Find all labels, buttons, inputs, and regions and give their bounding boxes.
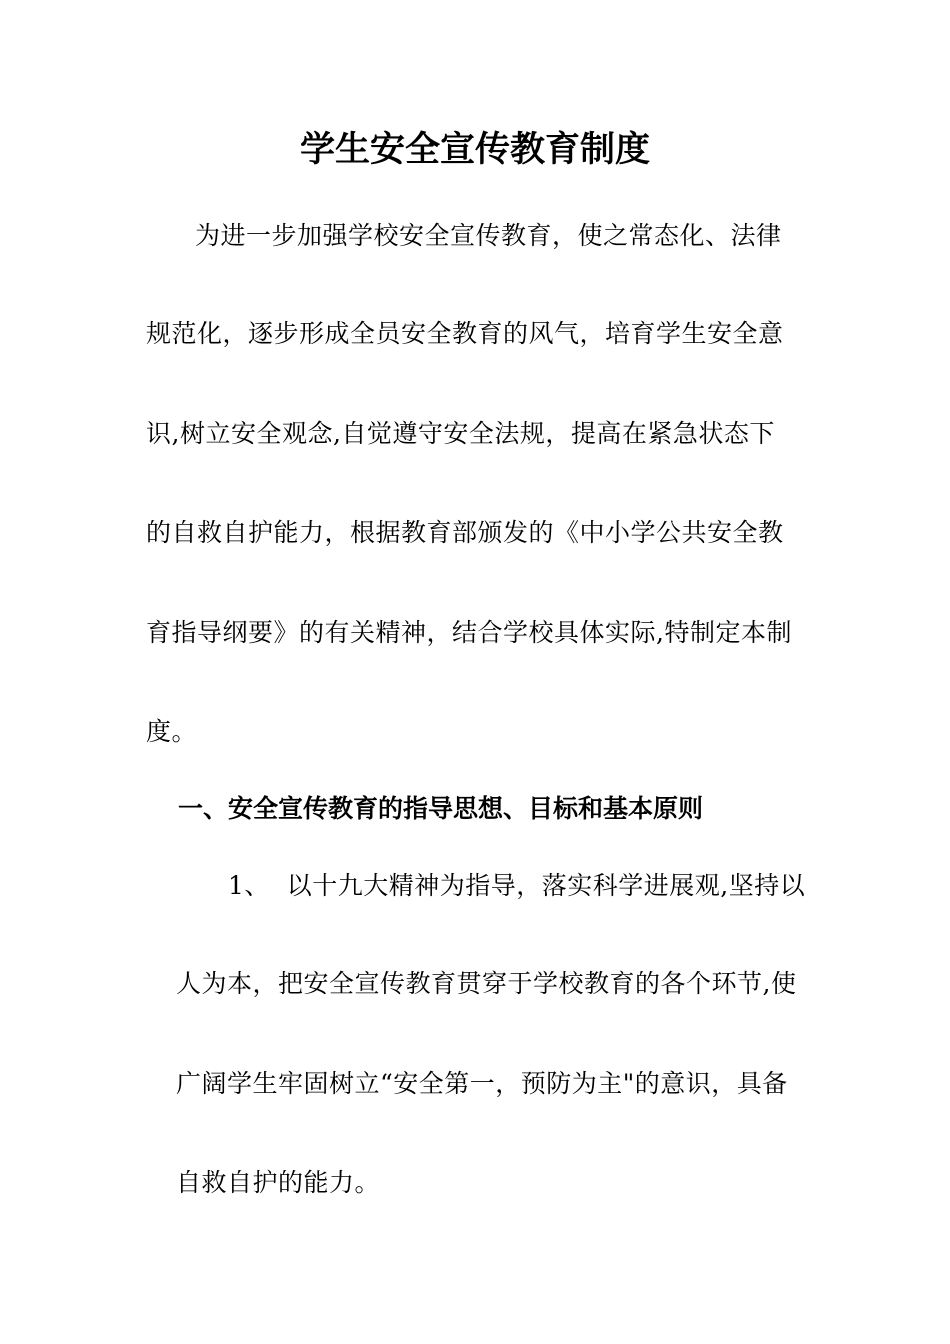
- intro-line-3: 识,树立安全观念,自觉遵守安全法规，提高在紧急状态下: [146, 419, 775, 448]
- intro-line-1: 为进一步加强学校安全宣传教育，使之常态化、法律: [195, 221, 782, 250]
- item1-line-3: 广阔学生牢固树立“安全第一，预防为主"的意识，具备: [176, 1069, 788, 1098]
- intro-line-6: 度。: [146, 717, 198, 746]
- intro-line-5: 育指导纲要》的有关精神，结合学校具体实际,特制定本制: [146, 618, 792, 647]
- section-heading: 一、安全宣传教育的指导思想、目标和基本原则: [178, 794, 704, 823]
- item1-line-4: 自救自护的能力。: [176, 1168, 381, 1197]
- item1-line-1: 1、 以十九大精神为指导，落实科学进展观,坚持以: [228, 871, 806, 900]
- intro-line-2: 规范化，逐步形成全员安全教育的风气，培育学生安全意: [146, 319, 784, 348]
- document-title: 学生安全宣传教育制度: [299, 129, 650, 170]
- intro-line-4: 的自救自护能力，根据教育部颁发的《中小学公共安全教: [146, 518, 784, 547]
- item1-line-2: 人为本，把安全宣传教育贯穿于学校教育的各个环节,使: [176, 969, 797, 998]
